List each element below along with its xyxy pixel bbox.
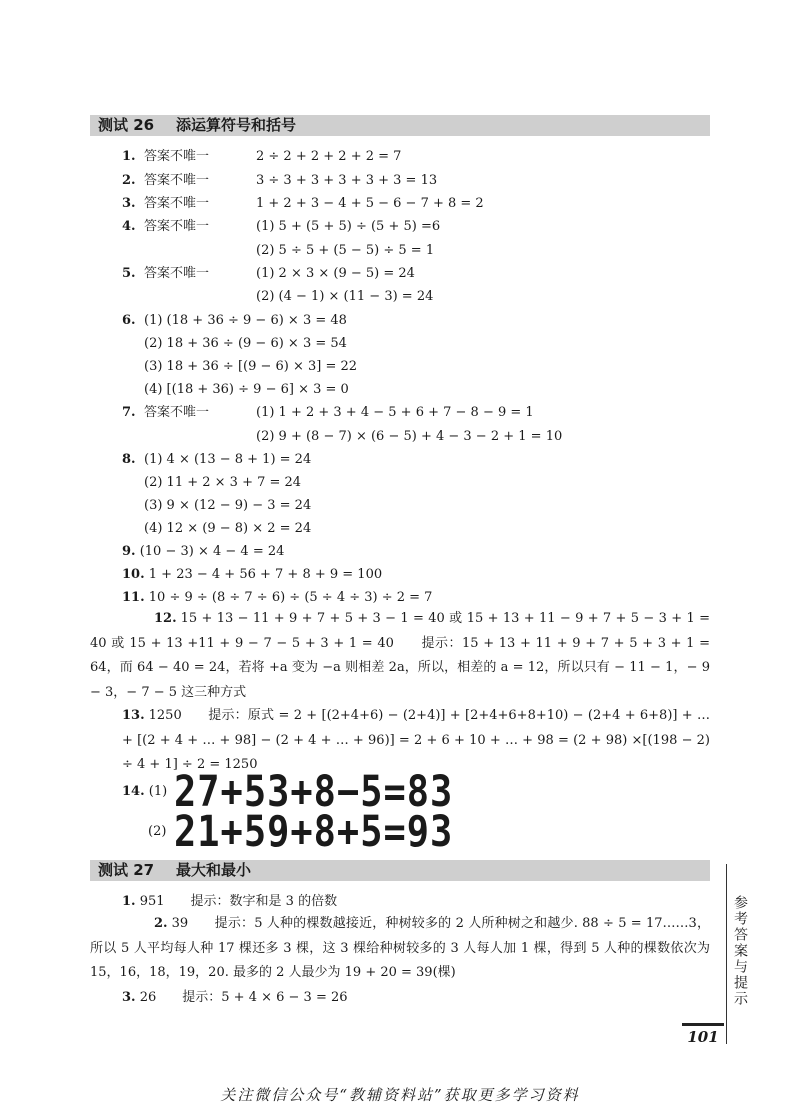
answer-5-part-2: (2) (4 − 1) × (11 − 3) = 24 bbox=[256, 289, 434, 304]
answer-8-part-2: (2) 11 + 2 × 3 + 7 = 24 bbox=[144, 475, 302, 490]
question-number: 12. bbox=[154, 611, 177, 626]
part-label: (1) bbox=[148, 784, 168, 799]
answer-note: 答案不唯一 bbox=[144, 405, 210, 420]
section-number: 测试 27 bbox=[98, 861, 155, 879]
section-title: 最大和最小 bbox=[176, 861, 252, 879]
answer-equation: 1 + 2 + 3 − 4 + 5 − 6 − 7 + 8 = 2 bbox=[256, 196, 484, 211]
answer-text: 15 + 13 − 11 + 9 + 7 + 5 + 3 − 1 = 40 或 15 + 13 + 11 − 9 + 7 + 5 − 3 + 1 = 40 或 15 + 13 +11 + 9 − 7 − 5 + 3 + 1 = 40 提示：15 + 13 + 11 + 9 + 7 + 5 + 3 + 1 = 64，而 64 − 40 = 24，若将 +a 变为 −a 则相差 2a，所以，相差的 a = 12，所以只有 − 11 − 1，− 9 − 3，− 7 − 5 这三种方式 bbox=[90, 611, 710, 700]
question-number: 14. bbox=[122, 784, 145, 799]
section-header-27 bbox=[90, 860, 710, 881]
answer-part-1: (1) (18 + 36 ÷ 9 − 6) × 3 = 48 bbox=[144, 313, 347, 328]
answer-14-part-2 bbox=[148, 806, 454, 857]
answer-27-2 bbox=[90, 912, 710, 986]
answer-note: 答案不唯一 bbox=[144, 266, 210, 281]
question-number: 4. bbox=[122, 219, 136, 234]
question-number: 6. bbox=[122, 313, 136, 328]
answer-equation: (10 − 3) × 4 − 4 = 24 bbox=[139, 544, 285, 559]
answer-10 bbox=[122, 566, 382, 584]
side-divider bbox=[726, 864, 727, 1044]
answer-7-part-2: (2) 9 + (8 − 7) × (6 − 5) + 4 − 3 − 2 + 1 = 10 bbox=[256, 429, 563, 444]
answer-equation: 10 ÷ 9 ÷ (8 ÷ 7 ÷ 6) ÷ (5 ÷ 4 ÷ 3) ÷ 2 = 7 bbox=[148, 590, 433, 605]
answer-text: 951 提示：数字和是 3 的倍数 bbox=[139, 894, 338, 909]
answer-4-part-2: (2) 5 ÷ 5 + (5 − 5) ÷ 5 = 1 bbox=[256, 243, 435, 258]
answer-8-part-4: (4) 12 × (9 − 8) × 2 = 24 bbox=[144, 521, 312, 536]
question-number: 13. bbox=[122, 708, 145, 723]
answer-9 bbox=[122, 543, 284, 561]
answer-6-part-4: (4) [(18 + 36) ÷ 9 − 6] × 3 = 0 bbox=[144, 382, 349, 397]
question-number: 8. bbox=[122, 452, 136, 467]
answer-text: 26 提示：5 + 4 × 6 − 3 = 26 bbox=[139, 990, 348, 1005]
answer-1 bbox=[122, 148, 402, 166]
section-title: 添运算符号和括号 bbox=[176, 116, 297, 134]
answer-text: 1250 提示：原式 = 2 + [(2+4+6) − (2+4)] + [2+4+6+8+10) − (2+4 + 6+8)] + … + [(2 + 4 + … + 98] − (2 + 4 + … + 96)] = 2 + 6 + 10 + … + 98 = (2 + 98) ×[(198 − 2) ÷ 4 + 1] ÷ 2 = 1250 bbox=[122, 708, 710, 772]
question-number: 1. bbox=[122, 894, 136, 909]
answer-part-1: (1) 1 + 2 + 3 + 4 − 5 + 6 + 7 − 8 − 9 = 1 bbox=[256, 405, 534, 420]
answer-text: 39 提示：5 人种的棵数越接近，种树较多的 2 人所种树之和越少. 88 ÷ 5 = 17……3，所以 5 人平均每人种 17 棵还多 3 棵，这 3 棵给种树较多的 3 人每人加 1 棵，得到 5 人种的棵数依次为 15，16，18，19，20. 最多的 2 人最少为 19 + 20 = 39(棵) bbox=[90, 916, 710, 980]
answer-2 bbox=[122, 172, 438, 190]
answer-part-1: (1) 5 + (5 + 5) ÷ (5 + 5) =6 bbox=[256, 219, 441, 234]
question-number: 9. bbox=[122, 544, 136, 559]
part-label: (2) bbox=[148, 824, 167, 839]
matchstick-equation: 27+53+8−5=83 bbox=[174, 766, 454, 817]
answer-equation: 3 ÷ 3 + 3 + 3 + 3 + 3 = 13 bbox=[256, 173, 438, 188]
answer-4 bbox=[122, 218, 441, 236]
question-number: 5. bbox=[122, 266, 136, 281]
answer-5 bbox=[122, 265, 415, 283]
page-number: 101 bbox=[682, 1023, 724, 1048]
answer-8 bbox=[122, 451, 312, 469]
answer-6 bbox=[122, 312, 347, 330]
question-number: 10. bbox=[122, 567, 145, 582]
answer-equation: 2 ÷ 2 + 2 + 2 + 2 = 7 bbox=[256, 149, 402, 164]
question-number: 7. bbox=[122, 405, 136, 420]
answer-11 bbox=[122, 589, 432, 607]
answer-6-part-3: (3) 18 + 36 ÷ [(9 − 6) × 3] = 22 bbox=[144, 359, 358, 374]
matchstick-equation: 21+59+8+5=93 bbox=[174, 806, 454, 857]
answer-6-part-2: (2) 18 + 36 ÷ (9 − 6) × 3 = 54 bbox=[144, 336, 347, 351]
answer-27-1 bbox=[122, 893, 337, 911]
question-number: 2. bbox=[122, 173, 136, 188]
answer-part-1: (1) 4 × (13 − 8 + 1) = 24 bbox=[144, 452, 312, 467]
answer-27-3 bbox=[122, 989, 348, 1007]
answer-equation: 1 + 23 − 4 + 56 + 7 + 8 + 9 = 100 bbox=[148, 567, 383, 582]
question-number: 2. bbox=[154, 916, 168, 931]
question-number: 3. bbox=[122, 990, 136, 1005]
answer-12 bbox=[90, 607, 710, 705]
section-header-26 bbox=[90, 115, 710, 136]
question-number: 11. bbox=[122, 590, 145, 605]
answer-note: 答案不唯一 bbox=[144, 173, 210, 188]
answer-note: 答案不唯一 bbox=[144, 219, 210, 234]
question-number: 1. bbox=[122, 149, 136, 164]
chapter-side-tab: 参考答案与提示 bbox=[732, 895, 748, 1007]
answer-3 bbox=[122, 195, 484, 213]
answer-note: 答案不唯一 bbox=[144, 196, 210, 211]
footer-note: 关注微信公众号“教辅资料站”获取更多学习资料 bbox=[220, 1086, 580, 1104]
section-number: 测试 26 bbox=[98, 116, 155, 134]
question-number: 3. bbox=[122, 196, 136, 211]
answer-7 bbox=[122, 404, 534, 422]
answer-8-part-3: (3) 9 × (12 − 9) − 3 = 24 bbox=[144, 498, 312, 513]
answer-note: 答案不唯一 bbox=[144, 149, 210, 164]
answer-part-1: (1) 2 × 3 × (9 − 5) = 24 bbox=[256, 266, 415, 281]
